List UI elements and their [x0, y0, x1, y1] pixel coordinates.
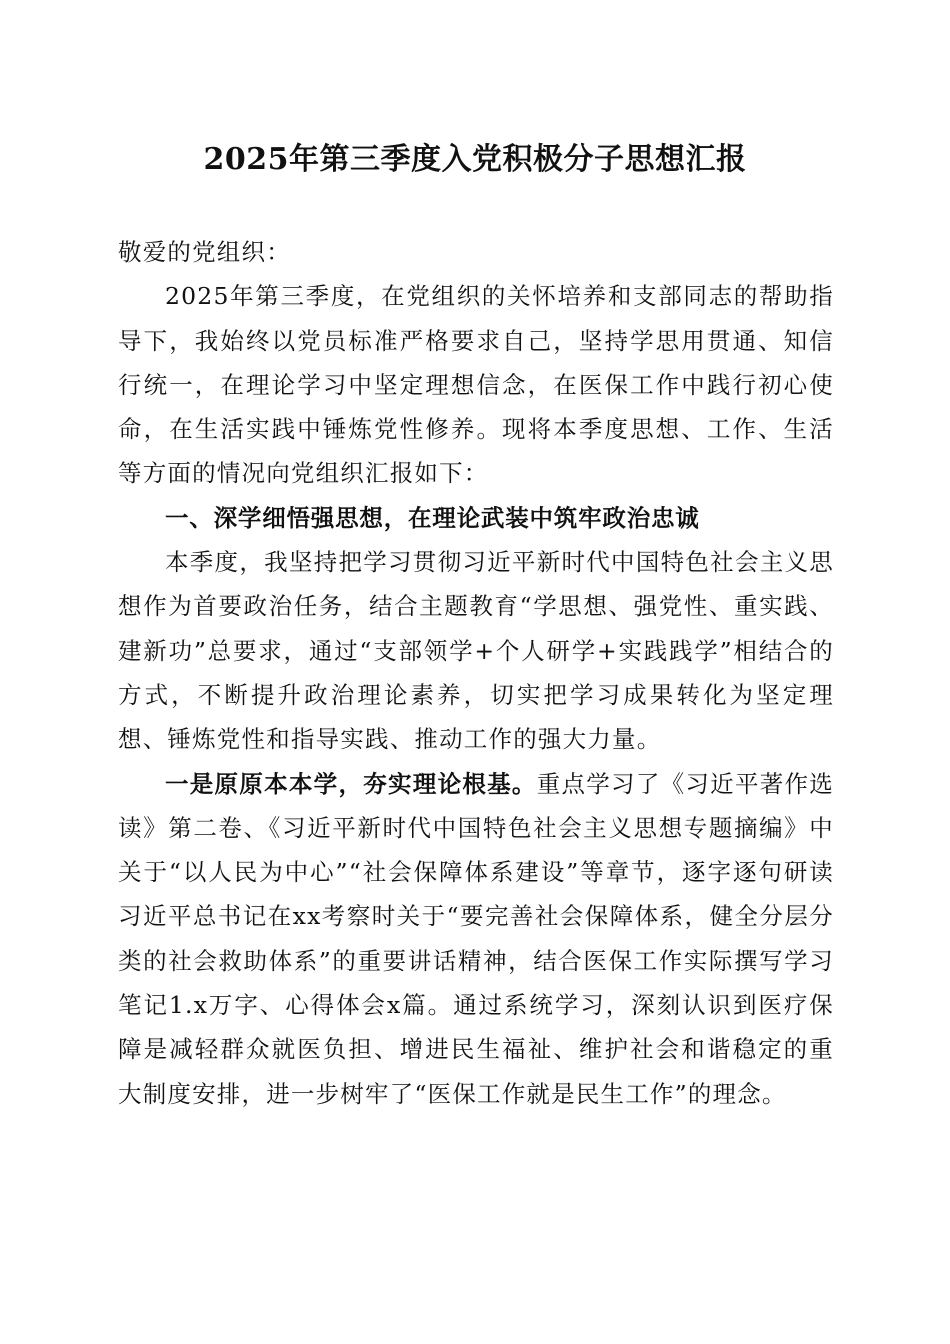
section-heading: 一、深学细悟强思想，在理论武装中筑牢政治忠诚 [165, 503, 700, 532]
point-paragraph [118, 762, 834, 1116]
point-body: 重点学习了《习近平著作选读》第二卷、《习近平新时代中国特色社会主义思想专题摘编》中关于“以人民为中心”“社会保障体系建设”等章节，逐字逐句研读习近平总书记在xx考察时关于“要完善社会保障体系，健全分层分类的社会救助体系”的重要讲话精神，结合医保工作实际撰写学习笔记1.x万字、心得体会x篇。通过系统学习，深刻认识到医疗保障是减轻群众就医负担、增进民生福祉、维护社会和谐稳定的重大制度安排，进一步树牢了“医保工作就是民生工作”的理念。 [118, 769, 835, 1108]
salutation: 敬爱的党组织： [118, 238, 291, 266]
intro-paragraph: 2025年第三季度，在党组织的关怀培养和支部同志的帮助指导下，我始终以党员标准严格要求自己，坚持学思用贯通、知信行统一，在理论学习中坚定理想信念，在医保工作中践行初心使命，在生活实践中锤炼党性修养。现将本季度思想、工作、生活等方面的情况向党组织汇报如下： [118, 282, 834, 488]
document-title: 2025年第三季度入党积极分子思想汇报 [203, 142, 747, 177]
section-paragraph: 本季度，我坚持把学习贯彻习近平新时代中国特色社会主义思想作为首要政治任务，结合主题教育“学思想、强党性、重实践、建新功”总要求，通过“支部领学+个人研学+实践践学”相结合的方式，不断提升政治理论素养，切实把学习成果转化为坚定理想、锤炼党性和指导实践、推动工作的强大力量。 [118, 548, 834, 754]
point-lead: 一是原原本本学，夯实理论根基。 [165, 769, 537, 798]
document-body [118, 230, 834, 1116]
